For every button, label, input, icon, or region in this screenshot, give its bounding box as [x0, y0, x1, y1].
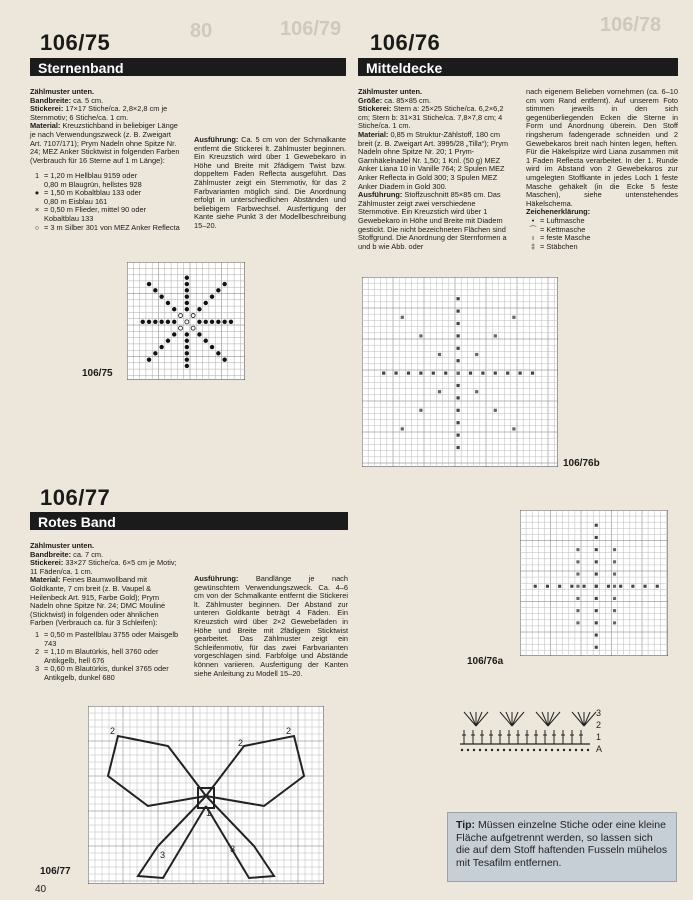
stitch-mark [457, 310, 460, 313]
ghost-header-text: 106/78 [600, 14, 662, 36]
text-line-head: Größe: [358, 95, 383, 105]
chart-number: 3 [160, 850, 166, 860]
row-number: 2 [596, 720, 602, 730]
stitch-dot [222, 282, 226, 286]
text-line [358, 191, 514, 251]
text-line-head: Zählmuster unten. [358, 87, 423, 96]
text-line-body: ca. 85×85 cm. [382, 95, 431, 105]
legend-symbol: • [531, 215, 535, 225]
stitch-dot [216, 351, 220, 355]
chart-label: 106/77 [40, 866, 71, 877]
stitch-mark [457, 384, 460, 387]
color-legend [30, 172, 182, 232]
section-title-band: Sternenband [30, 58, 346, 76]
stitch-mark [457, 334, 460, 337]
stitch-dot [204, 301, 208, 305]
stitch-mark [457, 409, 460, 412]
stitch-mark [595, 634, 598, 637]
stitch-mark [595, 585, 598, 588]
row-number: A [596, 744, 603, 754]
stitch-mark [613, 609, 616, 612]
chain-dot [557, 749, 559, 751]
stitch-dot [204, 339, 208, 343]
stitch-dot [185, 332, 189, 336]
stitch-mark [595, 646, 598, 649]
stitch-mark [444, 372, 447, 375]
text-line-head: Ausführung: [358, 190, 403, 200]
section-number: 106/77 [40, 485, 111, 510]
instructions-body: nach eigenem Belieben vornehmen (ca. 6–10 cm vom Rand entfernt). Auf unserem Foto stimmen jeweils in den sich gegenüberliegenden Ecken die Sterne in Form und Anordnung überein. Den Stoff ringsherum fadengerade schneiden und 2 Gewebekaros breit nach hinten legen, heften. Für die Häkelspitze wird Liana zusammen mit 1 Faden Reflecta verarbeitet. In der 1. Runde wird im Abstand von 2 Gewebekaros zur umgelegten Stoffkante in jedes Loch 1 feste Masche gehäkelt (in die Ecke 5 feste Maschen), siehe untenstehendes Häkelschema. [526, 87, 678, 208]
stitch-mark [438, 390, 441, 393]
chart-number: 1 [206, 808, 212, 818]
chain-dot [533, 749, 535, 751]
chain-dot [497, 749, 499, 751]
fan-stitch [548, 712, 554, 726]
stitch-dot [166, 339, 170, 343]
stitch-dot [185, 339, 189, 343]
legend-row [30, 665, 182, 682]
stitch-mark [534, 585, 537, 588]
stitch-mark [613, 573, 616, 576]
stitch-mark [457, 297, 460, 300]
chain-dot [569, 749, 571, 751]
instructions-head: Ausführung: [194, 135, 239, 144]
legend-row [30, 648, 182, 665]
stitch-mark [631, 585, 634, 588]
stitch-mark [457, 347, 460, 350]
text-line-head: Bandbreite: [30, 95, 72, 105]
page-number: 40 [35, 884, 47, 895]
instructions-text [526, 88, 678, 251]
stitch-mark [469, 372, 472, 375]
instructions-text [194, 575, 348, 678]
legend-value: 0,80 m Eisblau 161 [44, 196, 108, 206]
chart-number: 2 [238, 738, 244, 748]
fan-stitch [578, 712, 584, 726]
text-line-head: Material: [358, 129, 389, 139]
stitch-dot [222, 320, 226, 324]
text-line [30, 576, 182, 628]
mitteldecke-chart-a [520, 510, 668, 656]
chain-dot [581, 749, 583, 751]
text-line-head: Stickerei: [358, 104, 392, 114]
legend-value: = Kettmasche [540, 224, 586, 234]
stitch-mark [432, 372, 435, 375]
chain-dot [545, 749, 547, 751]
text-line-body: Feines Baumwollband mit Goldkante, 7 cm breit (z. B. Vaupel & Heilenbeck Art. 915, Farbe Gold); Prym Nadeln ohne Spitze Nr. 24; DMC Moulinė (Sticktwist) in folgenden oder ähnlichen Farben (Verbrauch ca. für 3 Schleifen): [30, 575, 166, 628]
text-line-head: Material: [30, 121, 61, 131]
stitch-mark [512, 316, 515, 319]
stitch-mark [613, 621, 616, 624]
section-title-band: Mitteldecke [358, 58, 678, 76]
stitch-dot [197, 332, 201, 336]
legend-value: = 0,50 m Pastellblau 3755 oder Maisgelb 743 [44, 629, 179, 648]
stitch-dot [197, 307, 201, 311]
legend-value: = 1,10 m Blautürkis, hell 3760 oder Antikgelb, hell 676 [44, 647, 159, 665]
chart-number: 3 [230, 844, 236, 854]
section-number: 106/75 [40, 30, 111, 55]
fan-stitch [500, 712, 512, 726]
chart-label: 106/75 [82, 368, 113, 379]
stitch-mark [531, 372, 534, 375]
stitch-mark [613, 585, 616, 588]
stitch-dot [159, 345, 163, 349]
stitch-dot [185, 288, 189, 292]
legend-symbol: ● [34, 188, 40, 198]
tip-text: Müssen einzelne Stiche oder eine kleine Fläche aufgetrennt werden, so lassen sich die auf dem Stoff haftenden Fusseln mühelos mit Tesafilm entfernen. [456, 819, 668, 869]
stitch-mark [576, 621, 579, 624]
stitch-mark [395, 372, 398, 375]
stitch-mark [576, 573, 579, 576]
stitch-mark [457, 446, 460, 449]
stitch-dot [147, 357, 151, 361]
legend-head: Zeichenerklärung: [526, 207, 591, 217]
legend-value: = 0,60 m Blautürkis, dunkel 3765 oder Antikgelb, dunkel 680 [44, 664, 169, 682]
stitch-mark [595, 573, 598, 576]
grid-background [362, 277, 558, 467]
stitch-mark [613, 597, 616, 600]
stitch-mark [595, 548, 598, 551]
stitch-dot [185, 357, 189, 361]
legend-value: = Stäbchen [540, 241, 578, 251]
text-line-body: 17×17 Stiche/ca. 2,8×2,8 cm je Sternmotiv; 6 Stiche/ca. 1 cm. [30, 104, 168, 122]
stitch-mark [576, 597, 579, 600]
text-line-head: Stickerei: [30, 558, 64, 568]
fan-stitch [584, 712, 596, 726]
text-line-body: Kreuzstichband in beliebiger Länge je nach Verwendungszweck (z. B. Zweigart Art. 7107/171); Prym Nadeln ohne Spitze Nr. 24; MEZ Anker Sticktwist in folgenden Farben (Verbrauch für 16 Sterne auf 1 m Länge): [30, 121, 180, 165]
fan-stitch [512, 712, 524, 726]
fan-stitch [548, 712, 560, 726]
stitch-mark [494, 372, 497, 375]
stitch-dot [204, 320, 208, 324]
legend-symbol: ⌒ [529, 224, 537, 234]
fan-stitch [572, 712, 584, 726]
text-line-body: ca. 7 cm. [71, 549, 104, 559]
legend-value: = Luftmasche [540, 215, 585, 225]
stitch-mark [407, 372, 410, 375]
stitch-mark [519, 372, 522, 375]
fan-stitch [512, 712, 518, 726]
stitch-mark [576, 560, 579, 563]
text-line-body: Stern a: 25×25 Stiche/ca. 6,2×6,2 cm; Stern b: 31×31 Stiche/ca. 7,8×7,8 cm; 4 Stiche/ca. 1 cm. [358, 104, 504, 131]
stitch-legend [526, 217, 678, 251]
section-title-band: Rotes Band [30, 512, 348, 530]
stitch-mark [457, 359, 460, 362]
stitch-dot [185, 351, 189, 355]
legend-row [30, 224, 182, 233]
stitch-mark [570, 585, 573, 588]
stitch-dot [222, 357, 226, 361]
stitch-dot [153, 351, 157, 355]
stitch-mark [494, 334, 497, 337]
instructions-body: Ca. 5 cm von der Schmalkante entfernt die Stickerei lt. Zählmuster beginnen. Ein Kreuzstich wird über 1 Gewebekaro in Höhe und Breite mit 2fädigem Twist bzw. doppeltem Faden Reflecta ausgeführt. Das Zählmuster zeigt ein Sternmotiv, für das 2 Farbvarianten möglich sind. Die Anordnung erfolgt in unterschiedlichen Abständen und beliebigem Farbwechsel. Ausfertigung der Kante siehe Punkt 3 der Modellbeschreibung 15–20. [194, 135, 346, 230]
stitch-mark [607, 585, 610, 588]
stitch-dot [172, 320, 176, 324]
stitch-mark [595, 524, 598, 527]
stitch-dot [197, 320, 201, 324]
stitch-mark [457, 372, 460, 375]
stitch-dot [185, 364, 189, 368]
chain-dot [473, 749, 475, 751]
stitch-dot [210, 320, 214, 324]
stitch-mark [613, 560, 616, 563]
text-line-head: Stickerei: [30, 104, 64, 114]
stitch-dot [141, 320, 145, 324]
stitch-dot [147, 282, 151, 286]
fan-stitch [470, 712, 476, 726]
bow-stitch-chart [88, 706, 324, 884]
stitch-mark [382, 372, 385, 375]
ghost-header-text: 80 [190, 20, 213, 42]
text-line-body: Stoffzuschnitt 85×85 cm. Das Zählmuster zeigt zwei verschiedene Sternmotive. Ein Kreuzstich wird über 1 Gewebekaro in Höhe und Breite mit Diadem gestickt. Die nicht bezeichneten Flächen sind Stoffgrund. Die Anordnung der Sternformen a und b wie Abb. oder [358, 190, 507, 251]
stitch-mark [595, 536, 598, 539]
chain-dot [509, 749, 511, 751]
legend-value: = 1,50 m Kobaltblau 133 oder [44, 188, 142, 198]
legend-value: 0,80 m Blaugrün, hellstes 928 [44, 179, 142, 189]
legend-value: = feste Masche [540, 233, 591, 243]
fan-stitch [536, 712, 548, 726]
chart-number: 2 [286, 726, 292, 736]
tip-box [447, 812, 677, 882]
fan-stitch [476, 712, 488, 726]
materials-text [30, 542, 182, 683]
text-line-head: Zählmuster unten. [30, 541, 95, 550]
stitch-dot [216, 288, 220, 292]
stitch-mark [576, 609, 579, 612]
legend-symbol: ‡ [530, 241, 536, 251]
legend-row [30, 631, 182, 648]
stitch-mark [475, 353, 478, 356]
stitch-mark [644, 585, 647, 588]
text-line-head: Bandbreite: [30, 549, 72, 559]
fan-stitch [584, 712, 590, 726]
stitch-mark [558, 585, 561, 588]
text-line-head: Zählmuster unten. [30, 87, 95, 96]
stitch-dot [185, 276, 189, 280]
stitch-dot [229, 320, 233, 324]
legend-symbol: × [34, 205, 40, 215]
legend-value: = 1,20 m Hellblau 9159 oder [44, 171, 138, 180]
stitch-mark [595, 621, 598, 624]
chart-label: 106/76a [467, 656, 504, 667]
legend-value: = 3 m Silber 301 von MEZ Anker Reflecta [44, 222, 180, 232]
stitch-dot [153, 288, 157, 292]
stitch-mark [619, 585, 622, 588]
chain-dot [521, 749, 523, 751]
color-legend [30, 631, 182, 683]
row-number: 1 [596, 732, 602, 742]
stitch-dot [159, 320, 163, 324]
stitch-mark [494, 409, 497, 412]
text-line [30, 559, 182, 576]
legend-value: = 0,50 m Flieder, mittel 90 oder [44, 205, 147, 215]
stitch-dot [185, 307, 189, 311]
text-line-body: 33×27 Stiche/ca. 6×5 cm je Motiv; 11 Fäden/ca. 1 cm. [30, 558, 177, 576]
stitch-dot [147, 320, 151, 324]
stitch-mark [438, 353, 441, 356]
stitch-mark [401, 316, 404, 319]
stitch-mark [546, 585, 549, 588]
chain-dot [575, 749, 577, 751]
stitch-dot [172, 332, 176, 336]
stitch-mark [401, 427, 404, 430]
mitteldecke-chart-b [362, 277, 558, 467]
stitch-dot [216, 320, 220, 324]
stitch-mark [419, 372, 422, 375]
stitch-mark [613, 548, 616, 551]
stitch-dot [185, 294, 189, 298]
text-line [30, 105, 180, 122]
stitch-mark [576, 548, 579, 551]
text-line-body: ca. 5 cm. [71, 95, 104, 105]
chain-dot [461, 749, 463, 751]
materials-text [358, 88, 514, 251]
stitch-dot [185, 301, 189, 305]
fan-stitch [464, 712, 476, 726]
fan-stitch [506, 712, 512, 726]
stitch-mark [457, 396, 460, 399]
chain-dot [485, 749, 487, 751]
stitch-mark [595, 609, 598, 612]
stitch-mark [576, 585, 579, 588]
stitch-dot [210, 345, 214, 349]
chain-dot [527, 749, 529, 751]
stitch-dot [153, 320, 157, 324]
legend-row [526, 243, 678, 252]
stitch-mark [595, 560, 598, 563]
legend-symbol: 1 [34, 171, 40, 180]
chain-dot [539, 749, 541, 751]
instructions-text [194, 136, 346, 231]
text-line-body: 0,85 m Struktur-Zählstoff, 180 cm breit (z. B. Zweigart Art. 3995/28 „Tilla“); Prym Nadeln ohne Spitze Nr. 20; 1 Prym-Garnhäkelnadel Nr. 1,50; 1 Knl. (50 g) MEZ Anker Liana 10 in Vanille 764; 2 Spulen MEZ Anker Reflecta in Gold 300; 3 Spulen MEZ Anker Diadem in Gold 300. [358, 129, 509, 191]
stitch-mark [475, 390, 478, 393]
chain-dot [563, 749, 565, 751]
legend-symbol: 3 [34, 664, 40, 674]
chain-dot [551, 749, 553, 751]
star-stitch-chart [127, 262, 245, 380]
stitch-dot [166, 301, 170, 305]
chain-dot [515, 749, 517, 751]
chain-dot [467, 749, 469, 751]
stitch-mark [419, 334, 422, 337]
instructions-body: Bandlänge je nach gewünschtem Verwendungszweck. Ca. 4–6 cm von der Schmalkante entfernt die Stickerei lt. Zählmuster beginnen. Der Abstand zur unteren Goldkante beträgt 4 Fäden. Ein Kreuzstich wird über 2×2 Gewebefäden in Höhe und Breite mit 2fädigem Sticktwist gearbeitet. Das Zählmuster zeigt ein Schleifenmotiv, für das zwei Farbvarianten vorgeschlagen sind. Farbfolge und Abstände können variieren. Ausfertigung der Kanten siehe Anleitung zu Modell 15–20. [194, 574, 348, 678]
stitch-dot [166, 320, 170, 324]
tip-head: Tip: [456, 819, 476, 831]
chart-label: 106/76b [563, 458, 600, 469]
chain-dot [491, 749, 493, 751]
stitch-dot [172, 307, 176, 311]
stitch-dot [210, 294, 214, 298]
stitch-dot [185, 345, 189, 349]
text-line-head: Material: [30, 575, 61, 585]
stitch-dot [159, 294, 163, 298]
stitch-dot [185, 282, 189, 286]
chain-dot [587, 749, 589, 751]
legend-value: Kobaltblau 133 [44, 213, 94, 223]
legend-symbol: ○ [34, 222, 40, 232]
stitch-mark [512, 427, 515, 430]
chain-dot [503, 749, 505, 751]
text-line [30, 122, 180, 165]
legend-symbol: ı [531, 233, 535, 243]
chain-dot [479, 749, 481, 751]
instructions-head: Ausführung: [194, 574, 239, 583]
row-number: 3 [596, 708, 602, 718]
stitch-mark [595, 597, 598, 600]
stitch-mark [457, 434, 460, 437]
ghost-header-text: 106/79 [280, 18, 342, 40]
stitch-mark [457, 421, 460, 424]
crochet-scheme [450, 700, 610, 762]
stitch-mark [583, 585, 586, 588]
stitch-mark [656, 585, 659, 588]
stitch-mark [506, 372, 509, 375]
fan-stitch [542, 712, 548, 726]
legend-symbol: 2 [34, 647, 40, 657]
fan-stitch [476, 712, 482, 726]
stitch-mark [457, 322, 460, 325]
section-number: 106/76 [370, 30, 441, 55]
stitch-mark [419, 409, 422, 412]
text-line [358, 131, 514, 191]
legend-symbol: 1 [34, 629, 40, 639]
stitch-mark [481, 372, 484, 375]
text-line [358, 105, 514, 131]
materials-text [30, 88, 180, 165]
chart-number: 2 [110, 726, 116, 736]
